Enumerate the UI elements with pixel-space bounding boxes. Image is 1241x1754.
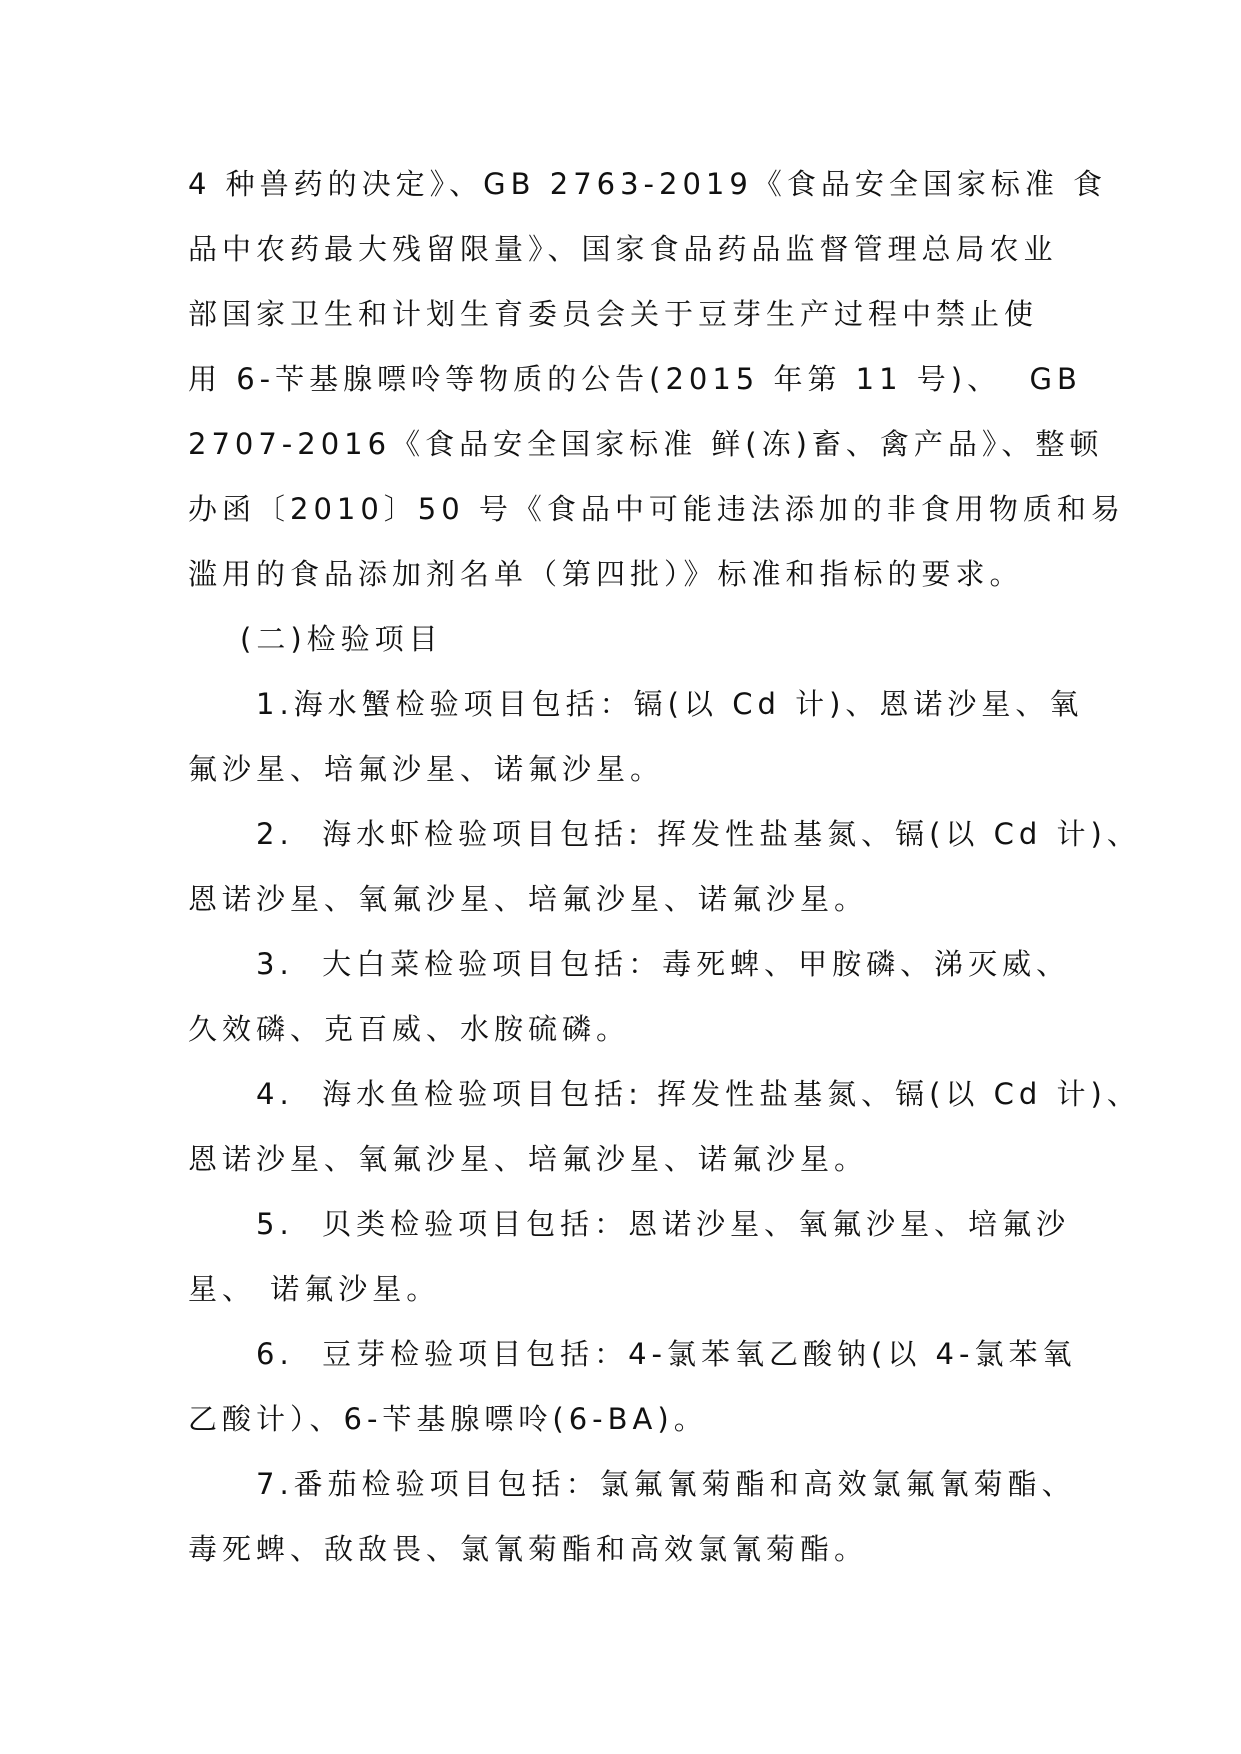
item-line: 3. 大白菜检验项目包括：毒死蜱、甲胺磷、涕灭威、 <box>256 947 1071 981</box>
item-line: 2. 海水虾检验项目包括: 挥发性盐基氮、镉(以 Cd 计)、 <box>256 817 1141 851</box>
section-heading: (二)检验项目 <box>240 622 443 656</box>
item-line: 4. 海水鱼检验项目包括: 挥发性盐基氮、镉(以 Cd 计)、 <box>256 1077 1141 1111</box>
paragraph-line: 2707-2016《食品安全国家标准 鲜(冻)畜、禽产品》、整顿 <box>188 427 1104 461</box>
paragraph-line: 用 6-苄基腺嘌呤等物质的公告(2015 年第 11 号)、 GB <box>188 362 1082 396</box>
item-line: 恩诺沙星、氧氟沙星、培氟沙星、诺氟沙星。 <box>188 882 869 916</box>
item-line: 1.海水蟹检验项目包括：镉(以 Cd 计)、恩诺沙星、氧 <box>256 687 1084 721</box>
paragraph-line: 滥用的食品添加剂名单（第四批）》标准和指标的要求。 <box>188 557 1024 591</box>
item-line: 6. 豆芽检验项目包括：4-氯苯氧乙酸钠(以 4-氯苯氧 <box>256 1337 1077 1371</box>
item-line: 星、 诺氟沙星。 <box>188 1272 441 1306</box>
item-line: 恩诺沙星、氧氟沙星、培氟沙星、诺氟沙星。 <box>188 1142 869 1176</box>
paragraph-line: 办函〔2010〕50 号《食品中可能违法添加的非食用物质和易 <box>188 492 1125 526</box>
item-line: 乙酸计）、6-苄基腺嘌呤(6-BA)。 <box>188 1402 708 1436</box>
item-line: 7.番茄检验项目包括：氯氟氰菊酯和高效氯氟氰菊酯、 <box>256 1467 1076 1501</box>
item-line: 久效磷、克百威、水胺硫磷。 <box>188 1012 631 1046</box>
paragraph-line: 4 种兽药的决定》、GB 2763-2019《食品安全国家标准 食 <box>188 167 1108 201</box>
item-line: 5. 贝类检验项目包括：恩诺沙星、氧氟沙星、培氟沙 <box>256 1207 1071 1241</box>
paragraph-line: 品中农药最大残留限量》、国家食品药品监督管理总局农业 <box>188 232 1058 266</box>
item-line: 氟沙星、培氟沙星、诺氟沙星。 <box>188 752 665 786</box>
item-line: 毒死蜱、敌敌畏、氯氰菊酯和高效氯氰菊酯。 <box>188 1532 869 1566</box>
paragraph-line: 部国家卫生和计划生育委员会关于豆芽生产过程中禁止使 <box>188 297 1039 331</box>
